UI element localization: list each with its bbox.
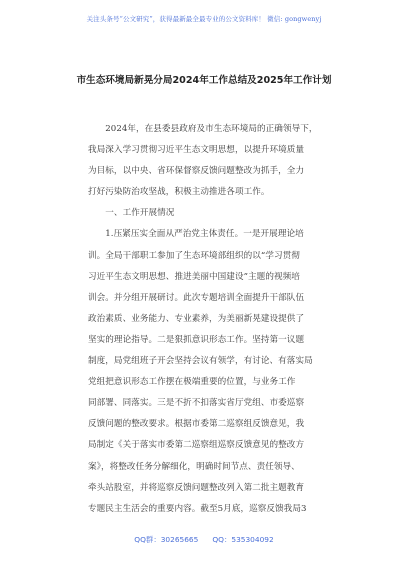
body-line: 为目标，以中央、省环保督察反馈问题整改为抓手，全力	[88, 166, 305, 177]
body-line: 打好污染防治攻坚战，积极主动推进各项工作。	[88, 187, 270, 198]
body-line: 牵头站股室，并将巡察反馈问题整改列入第二批主题教育	[88, 482, 305, 493]
body-line: 训会。并分组开展研讨。此次专题培训全面提升干部队伍	[88, 292, 305, 303]
body-line: 反馈问题的整改要求。根据市委第二巡察组反馈意见，我	[88, 419, 305, 430]
body-line: 同部署、同落实。三是不折不扣落实省厅党组、市委巡察	[88, 398, 305, 409]
body-line: 局制定《关于落实市委第二巡察组巡察反馈意见的整改方	[88, 440, 305, 451]
body-line: 2024年，在县委县政府及市生态环境局的正确领导下，	[88, 124, 318, 134]
qq-number-text: QQ：535304092	[212, 535, 274, 544]
promo-banner: 关注头条号“公文研究”，获得最新最全最专业的公文资料库！ 微信: gongwenyj	[86, 15, 322, 23]
body-line: 训。全局干部职工参加了生态环境部组织的以“学习贯彻	[88, 250, 300, 261]
body-line: 我局深入学习贯彻习近平生态文明思想，以提升环境质量	[88, 145, 305, 156]
section-heading: 一、工作开展情况	[88, 208, 175, 219]
qq-group-text: QQ群：30265665	[134, 535, 199, 544]
body-line: 政治素质、业务能力、专业素养，为美丽新晃建设提供了	[88, 313, 305, 324]
body-line: 制度，局党组班子开会坚持会议有领学，有讨论、有落实局	[88, 356, 313, 367]
body-line: 1.压紧压实全面从严治党主体责任。一是开展理论培	[88, 229, 304, 240]
document-title: 市生态环境局新晃分局2024年工作总结及2025年工作计划	[76, 75, 332, 86]
body-line: 坚实的理论指导。二是狠抓意识形态工作。坚持第一议题	[88, 334, 305, 345]
body-line: 案》，将整改任务分解细化，明确时间节点、责任领导、	[88, 461, 300, 472]
footer-contact	[0, 534, 408, 545]
body-line: 党组把意识形态工作摆在极端重要的位置，与业务工作	[88, 377, 296, 388]
body-line: 习近平生态文明思想、推进美丽中国建设”主题的视频培	[88, 271, 300, 282]
body-line: 专题民主生活会的重要内容。截至5月底，巡察反馈我局3	[88, 503, 307, 514]
document-body	[88, 119, 348, 520]
